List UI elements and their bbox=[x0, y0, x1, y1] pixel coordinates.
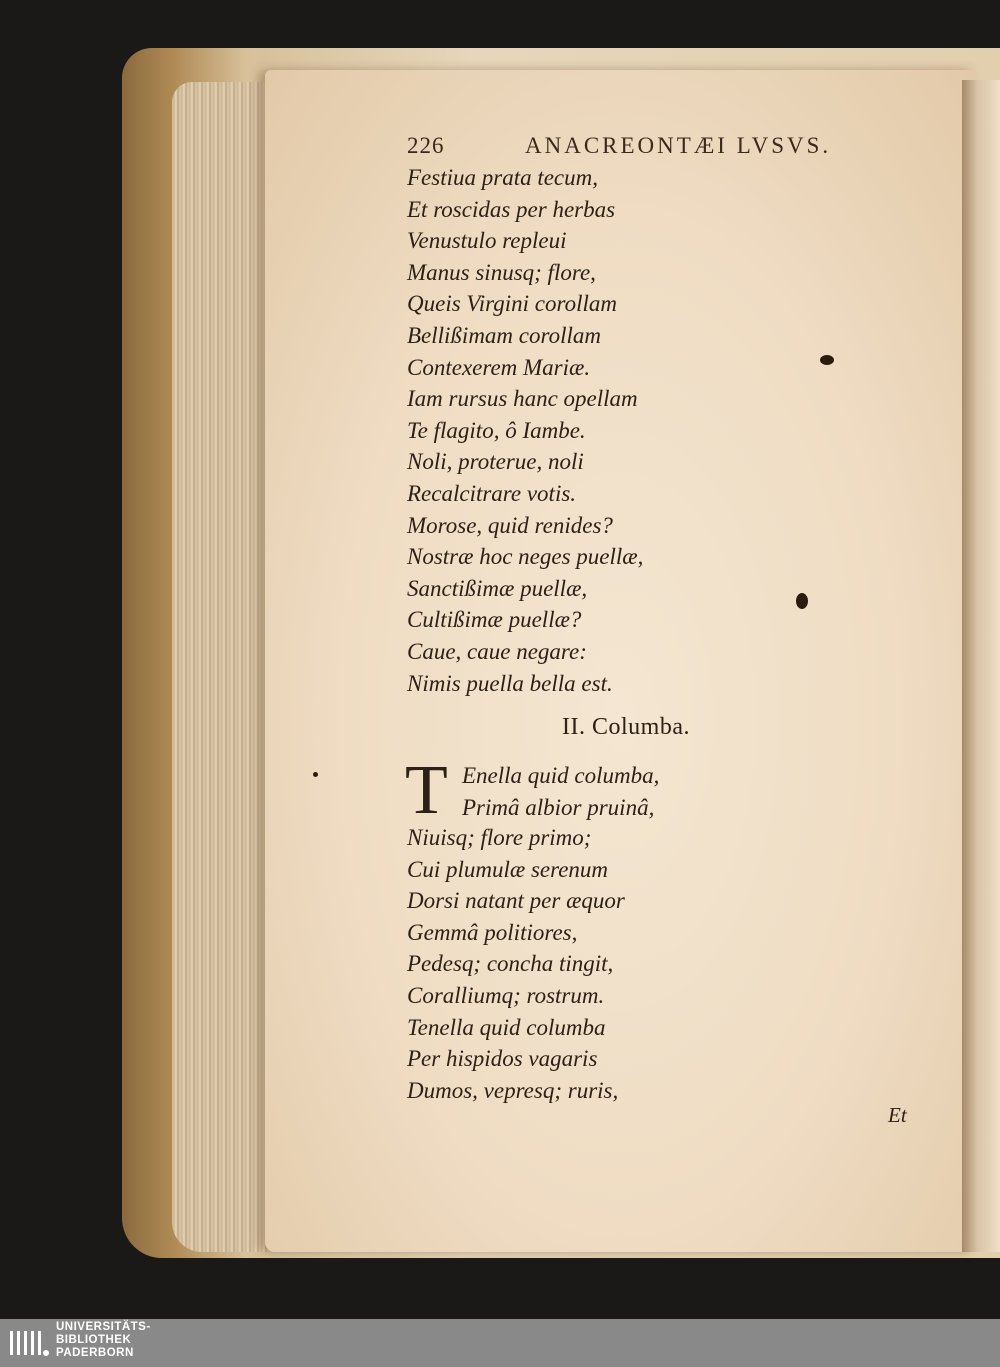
verse-stanza-1 bbox=[407, 162, 787, 699]
verse-line: Manus sinusq; flore, bbox=[407, 259, 596, 285]
ink-spot bbox=[820, 355, 834, 365]
verse-line: Noli, proterue, noli bbox=[407, 449, 584, 475]
verse-line: Niuisq; flore primo; bbox=[407, 825, 592, 850]
verse-line: Cui plumulæ serenum bbox=[407, 856, 609, 882]
verse-line: Enella quid columba, bbox=[462, 763, 660, 788]
verse-line: Tenella quid columba bbox=[407, 1014, 606, 1040]
verse-line: Bellißimam corollam bbox=[407, 322, 601, 348]
running-title: ANACREONTÆI LVSVS. bbox=[525, 133, 832, 158]
facing-page-edge bbox=[962, 80, 1000, 1252]
running-header bbox=[407, 133, 837, 163]
verse-line: Contexerem Mariæ. bbox=[407, 354, 591, 380]
verse-line: Coralliumq; rostrum. bbox=[407, 982, 605, 1008]
verse-line: Nostræ hoc neges puellæ, bbox=[407, 544, 644, 570]
library-name-line3: PADERBORN bbox=[56, 1347, 134, 1359]
verse-line: Venustulo repleui bbox=[407, 228, 567, 254]
verse-line: Nimis puella bella est. bbox=[407, 670, 613, 696]
library-name bbox=[56, 1321, 151, 1360]
verse-line: Sanctißimæ puellæ, bbox=[407, 575, 588, 601]
verse-line: Recalcitrare votis. bbox=[407, 480, 577, 506]
ink-spot bbox=[313, 772, 318, 777]
page-number: 226 bbox=[407, 133, 445, 158]
verse-stanza-2 bbox=[407, 822, 787, 1106]
catchword: Et bbox=[888, 1103, 907, 1127]
verse-line: Pedesq; concha tingit, bbox=[407, 951, 614, 977]
verse-line: Dorsi natant per æquor bbox=[407, 888, 625, 914]
verse-line: Queis Virgini corollam bbox=[407, 291, 617, 317]
verse-line: Per hispidos vagaris bbox=[407, 1046, 598, 1072]
ink-spot bbox=[796, 593, 808, 609]
poem-heading: II. Columba. bbox=[562, 714, 690, 740]
verse-line: Dumos, vepresq; ruris, bbox=[407, 1077, 619, 1103]
verse-line: Te flagito, ô Iambe. bbox=[407, 417, 586, 443]
verse-line: Et roscidas per herbas bbox=[407, 196, 616, 222]
verse-line: Cultißimæ puellæ? bbox=[407, 607, 582, 633]
library-name-line2: BIBLIOTHEK bbox=[56, 1334, 132, 1346]
verse-line: Caue, caue negare: bbox=[407, 638, 587, 664]
library-name-line1: UNIVERSITÄTS- bbox=[56, 1321, 151, 1333]
verse-line: Iam rursus hanc opellam bbox=[407, 386, 638, 412]
verse-line: Gemmâ politiores, bbox=[407, 919, 578, 945]
library-logo-icon bbox=[8, 1327, 50, 1359]
verse-stanza-2-opening bbox=[462, 760, 842, 823]
verse-line: Primâ albior pruinâ, bbox=[462, 794, 655, 820]
drop-cap: T bbox=[405, 752, 448, 829]
verse-line: Festiua prata tecum, bbox=[407, 165, 598, 190]
verse-line: Morose, quid renides? bbox=[407, 512, 613, 538]
